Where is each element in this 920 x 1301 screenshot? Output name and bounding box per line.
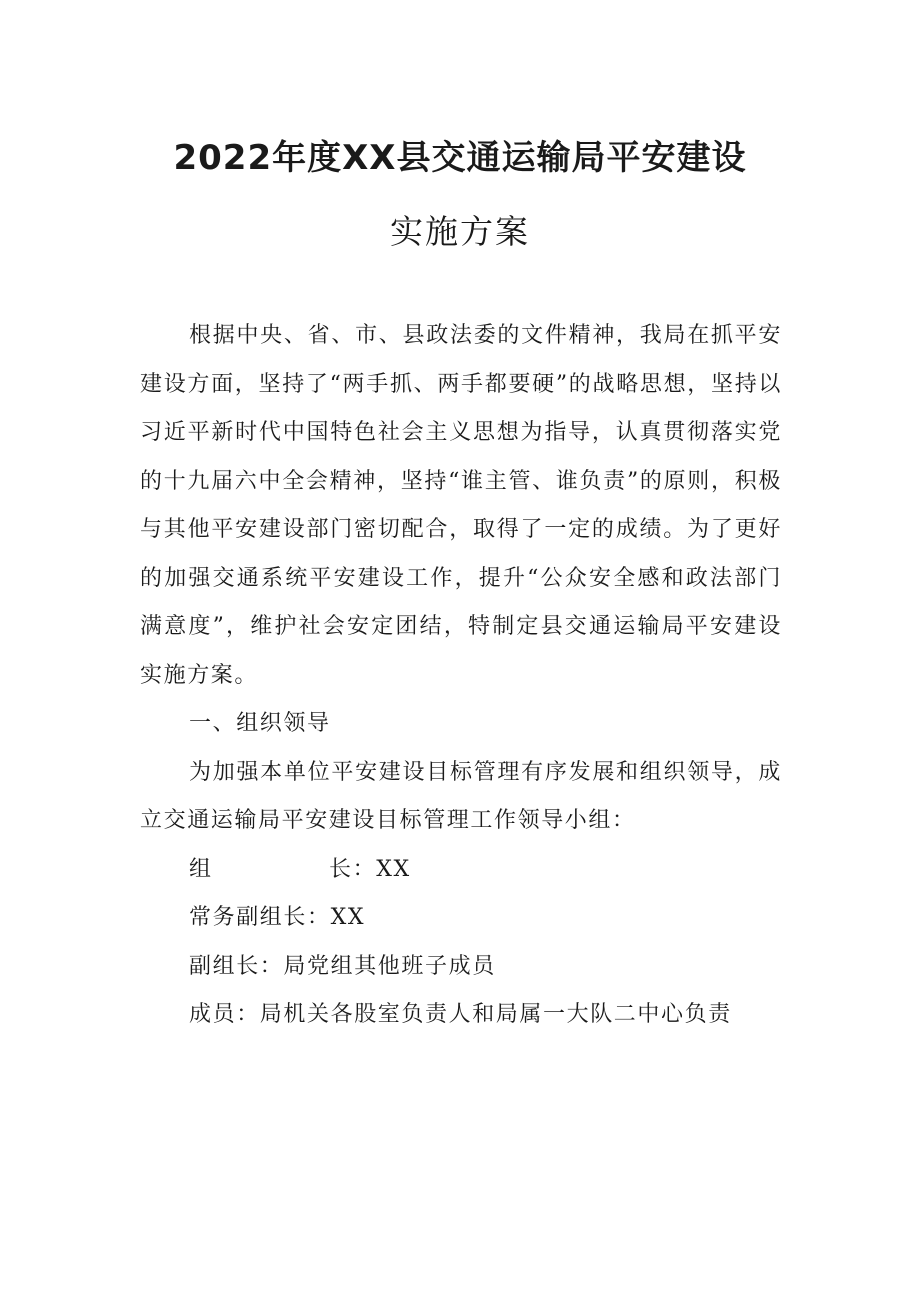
deputy-line: 副组长：局党组其他班子成员 [189, 953, 496, 979]
members-line: 成员：局机关各股室负责人和局属一大队二中心负责 [189, 1002, 732, 1027]
section-1-heading: 一、组织领导 [189, 711, 331, 736]
intro-paragraph: 根据中央、省、市、县政法委的文件精神，我局在抓平安建设方面，坚持了“两手抓、两手都要硬”的战略思想，坚持以习近平新时代中国特色社会主义思想为指导，认真贯彻落实党的十九届六中全会精神，坚持“谁主管、谁负责”的原则，积极与其他平安建设部门密切配合，取得了一定的成绩。为了更好的加强交通系统平安建设工作，提升“公众安全感和政法部门满意度”，维护社会安定团结，特制定县交通运输局平安建设实施方案。 [140, 323, 782, 688]
group-leader-label-b: 长：XX [329, 856, 411, 882]
executive-deputy-line: 常务副组长：XX [189, 905, 366, 930]
document-title-line-1: 2022年度XX县交通运输局平安建设 [173, 138, 747, 178]
group-leader-line [140, 846, 782, 895]
section-1-paragraph: 为加强本单位平安建设目标管理有序发展和组织领导，成立交通运输局平安建设目标管理工作领导小组： [140, 759, 782, 833]
document-body [140, 312, 782, 1040]
document-title-line-2: 实施方案 [390, 212, 530, 251]
group-leader-label-a: 组 [189, 856, 213, 882]
